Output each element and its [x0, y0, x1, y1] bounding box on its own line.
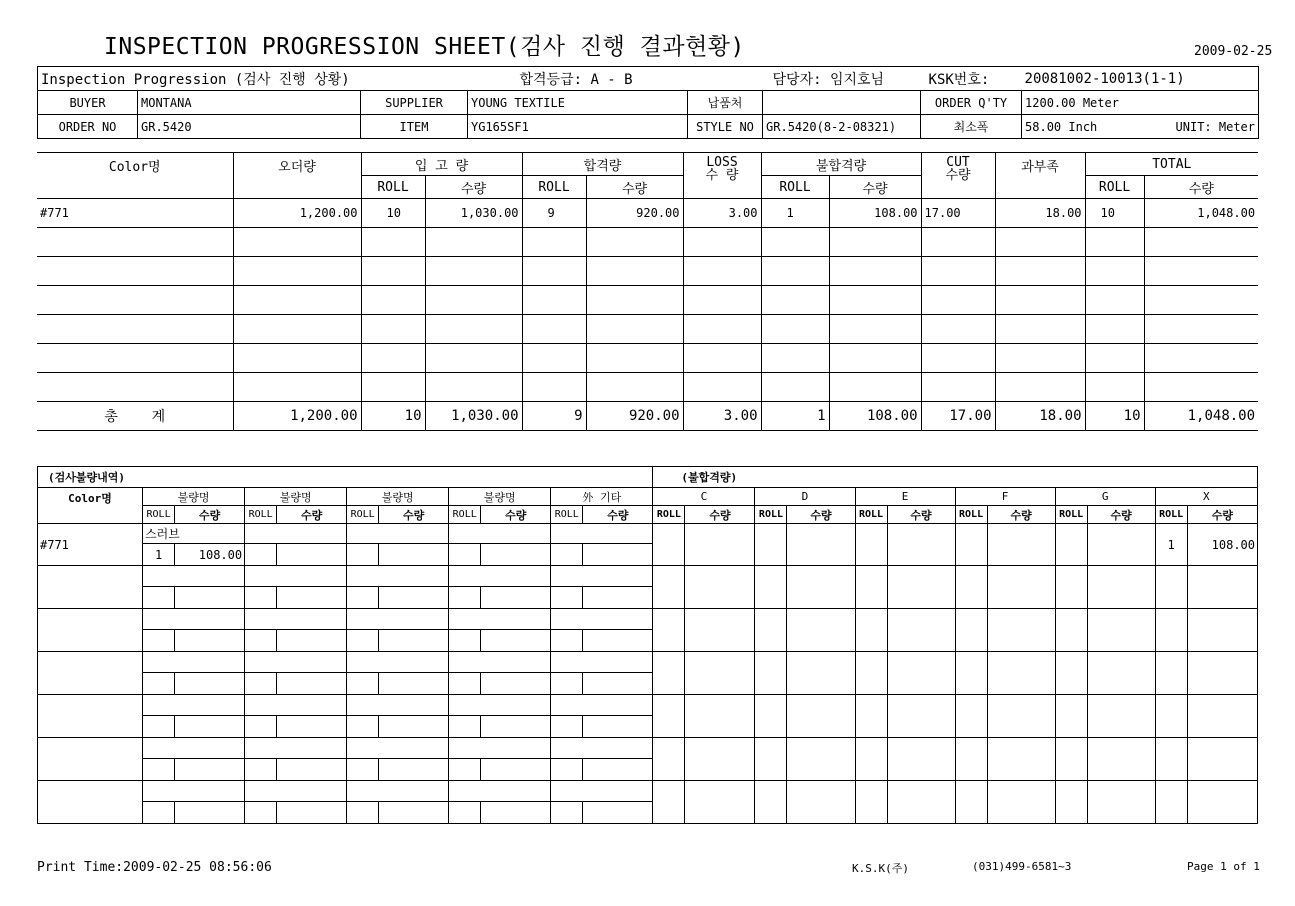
row-in-qty: 1,030.00 — [425, 199, 522, 228]
in-qty-header: 수량 — [425, 176, 522, 199]
failed-section-title: (불합격량) — [653, 467, 1258, 488]
ksk-label: KSK번호: — [921, 67, 1022, 91]
style-no-label: STYLE NO — [688, 115, 763, 139]
defect-section-title: (검사불량내역) — [38, 467, 653, 488]
report-date: 2009-02-25 — [1194, 44, 1273, 59]
roll-header: ROLL — [1155, 506, 1187, 524]
loss-header — [683, 153, 761, 199]
ksk-number: 20081002-10013(1-1) — [1022, 67, 1259, 91]
qty-header: 수량 — [685, 506, 755, 524]
defect-row — [38, 738, 1258, 759]
order-qty-header: 오더량 — [233, 153, 361, 199]
roll-header: ROLL — [955, 506, 987, 524]
defect-row — [38, 609, 1258, 630]
row-total-qty: 1,048.00 — [1144, 199, 1258, 228]
order-qty-label: ORDER Q'TY — [921, 91, 1022, 115]
min-width-label: 최소폭 — [921, 115, 1022, 139]
roll-header: ROLL — [143, 506, 175, 524]
row-fail-roll: 1 — [761, 199, 829, 228]
style-no-value: GR.5420(8-2-08321) — [763, 115, 921, 139]
roll-header: ROLL — [855, 506, 887, 524]
fail-roll-header: ROLL — [761, 176, 829, 199]
qty-header: 수량 — [277, 506, 347, 524]
table-row — [37, 344, 1258, 373]
qty-header: 수량 — [583, 506, 653, 524]
fail-qty-header: 수량 — [829, 176, 921, 199]
grade-d-header: D — [755, 488, 855, 506]
grade-g-header: G — [1055, 488, 1155, 506]
roll-header: ROLL — [449, 506, 481, 524]
qty-header: 수량 — [787, 506, 855, 524]
defect-row-roll: 1 — [143, 544, 175, 566]
cut-header — [921, 153, 995, 199]
defect-row — [38, 695, 1258, 716]
roll-header: ROLL — [551, 506, 583, 524]
min-width-value: 58.00 Inch — [1025, 119, 1098, 134]
grade-f-header: F — [955, 488, 1055, 506]
company-name: K.S.K(주) — [852, 862, 909, 875]
cut-label: CUT — [946, 155, 970, 170]
supplier-value: YOUNG TEXTILE — [468, 91, 688, 115]
table-row — [37, 199, 1258, 228]
table-row — [37, 373, 1258, 402]
table-row — [37, 228, 1258, 257]
defect-row — [38, 652, 1258, 673]
supplier-label: SUPPLIER — [361, 91, 468, 115]
pass-qty-header: 수량 — [586, 176, 683, 199]
manager-cell — [763, 67, 921, 91]
roll-header: ROLL — [1055, 506, 1087, 524]
total-total-roll: 10 — [1085, 402, 1144, 431]
item-value: YG165SF1 — [468, 115, 688, 139]
manager-name: 임지호님 — [829, 71, 885, 88]
grade-c-header: C — [653, 488, 755, 506]
qty-header: 수량 — [887, 506, 955, 524]
passed-header: 합격량 — [522, 153, 683, 176]
qty-header: 수량 — [175, 506, 245, 524]
grade-e-header: E — [855, 488, 955, 506]
defect-name-header-4: 불량명 — [449, 488, 551, 506]
total-in-qty: 1,030.00 — [425, 402, 522, 431]
total-pass-roll: 9 — [522, 402, 586, 431]
grade-label: 합격등급: A - B — [468, 67, 763, 91]
defect-row — [38, 524, 1258, 544]
row-loss: 3.00 — [683, 199, 761, 228]
order-no-label: ORDER NO — [38, 115, 138, 139]
defect-table — [37, 466, 1258, 824]
roll-header: ROLL — [653, 506, 685, 524]
cut-qty-label: 수량 — [945, 168, 971, 183]
loss-label: LOSS — [706, 155, 738, 170]
defect-name-header-2: 불량명 — [245, 488, 347, 506]
defect-color-header: Color명 — [38, 488, 143, 524]
total-header: TOTAL — [1085, 153, 1258, 176]
defect-row — [38, 566, 1258, 587]
min-width-cell — [1022, 115, 1259, 139]
loss-qty-label: 수 량 — [705, 168, 739, 183]
company-phone: (031)499-6581~3 — [972, 860, 1072, 873]
buyer-label: BUYER — [38, 91, 138, 115]
defect-row — [38, 781, 1258, 802]
delivery-label: 납품처 — [688, 91, 763, 115]
qty-header: 수량 — [379, 506, 449, 524]
defect-row-color: #771 — [38, 524, 143, 566]
grade-x-header: X — [1155, 488, 1257, 506]
total-total-qty: 1,048.00 — [1144, 402, 1258, 431]
pass-roll-header: ROLL — [522, 176, 586, 199]
order-no-value: GR.5420 — [138, 115, 361, 139]
qty-header: 수량 — [481, 506, 551, 524]
header-table — [37, 66, 1259, 139]
roll-header: ROLL — [755, 506, 787, 524]
total-order-qty: 1,200.00 — [233, 402, 361, 431]
incoming-header: 입 고 량 — [361, 153, 522, 176]
qty-header: 수량 — [1187, 506, 1257, 524]
total-roll-header: ROLL — [1085, 176, 1144, 199]
table-row — [37, 286, 1258, 315]
page-title: INSPECTION PROGRESSION SHEET(검사 진행 결과현황) — [104, 34, 745, 60]
total-row — [37, 402, 1258, 431]
manager-label: 담당자: — [772, 71, 822, 88]
table-row — [37, 257, 1258, 286]
total-cut: 17.00 — [921, 402, 995, 431]
buyer-value: MONTANA — [138, 91, 361, 115]
color-header: Color명 — [37, 153, 233, 199]
total-excess: 18.00 — [995, 402, 1085, 431]
in-roll-header: ROLL — [361, 176, 425, 199]
roll-header: ROLL — [347, 506, 379, 524]
item-label: ITEM — [361, 115, 468, 139]
progression-label: Inspection Progression (검사 진행 상황) — [38, 67, 468, 91]
defect-name-header-3: 불량명 — [347, 488, 449, 506]
delivery-value — [763, 91, 921, 115]
row-cut: 17.00 — [921, 199, 995, 228]
failed-header: 불합격량 — [761, 153, 921, 176]
row-color: #771 — [37, 199, 233, 228]
row-fail-qty: 108.00 — [829, 199, 921, 228]
total-loss: 3.00 — [683, 402, 761, 431]
table-row — [37, 315, 1258, 344]
page-number: Page 1 of 1 — [1187, 860, 1260, 873]
defect-other-header: 外 기타 — [551, 488, 653, 506]
x-qty: 108.00 — [1187, 524, 1257, 566]
defect-row-qty: 108.00 — [175, 544, 245, 566]
row-order-qty: 1,200.00 — [233, 199, 361, 228]
row-in-roll: 10 — [361, 199, 425, 228]
row-pass-roll: 9 — [522, 199, 586, 228]
roll-header: ROLL — [245, 506, 277, 524]
total-pass-qty: 920.00 — [586, 402, 683, 431]
qty-header: 수량 — [987, 506, 1055, 524]
row-pass-qty: 920.00 — [586, 199, 683, 228]
total-fail-qty: 108.00 — [829, 402, 921, 431]
excess-header: 과부족 — [995, 153, 1085, 199]
order-qty-value: 1200.00 Meter — [1022, 91, 1259, 115]
defect-row-name: 스러브 — [143, 524, 245, 544]
total-label: 총 계 — [37, 402, 233, 431]
qty-header: 수량 — [1087, 506, 1155, 524]
row-excess: 18.00 — [995, 199, 1085, 228]
x-roll: 1 — [1155, 524, 1187, 566]
total-in-roll: 10 — [361, 402, 425, 431]
total-fail-roll: 1 — [761, 402, 829, 431]
defect-name-header-1: 불량명 — [143, 488, 245, 506]
unit-label: UNIT: Meter — [1175, 119, 1256, 134]
total-qty-header: 수량 — [1144, 176, 1258, 199]
row-total-roll: 10 — [1085, 199, 1144, 228]
print-time: Print Time:2009-02-25 08:56:06 — [37, 860, 272, 875]
progression-table — [37, 152, 1258, 431]
